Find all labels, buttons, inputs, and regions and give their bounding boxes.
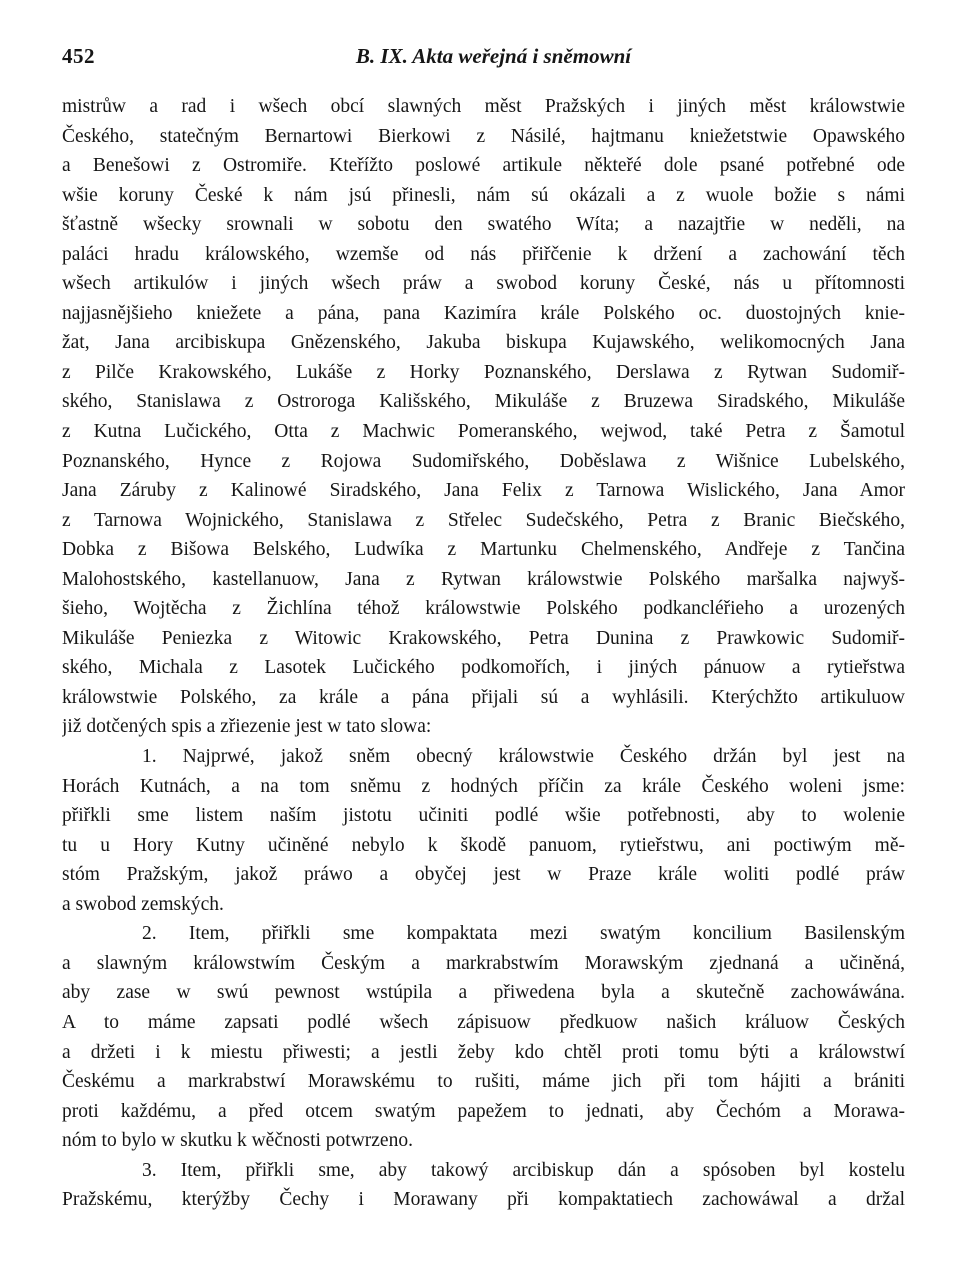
text-line: Poznanského, Hynce z Rojowa Sudomiřského, Doběslawa z Wišnice Lubelského, (62, 450, 905, 472)
text-line: Českého, statečným Bernartowi Bierkowi z Násilé, hajtmanu kniežetstwie Opawského (62, 125, 905, 147)
text-line: stóm Pražským, jakož práwo a obyčej jest w Praze krále woliti podlé práw (62, 864, 905, 886)
text-line: z Tarnowa Wojnického, Stanislawa z Střelec Sudečského, Petra z Branic Biečského, (62, 509, 905, 531)
text-line: a držeti i k miestu přiwesti; a jestli žeby kdo chtěl proti tomu býti a králowstwí (62, 1041, 905, 1063)
text-line: z Kutna Lučického, Otta z Machwic Pomeranského, wejwod, také Petra z Šamotul (62, 421, 905, 443)
text-line: žat, Jana arcibiskupa Gnězenského, Jakuba biskupa Kujawského, welikomocných Jana (62, 332, 905, 354)
text-line: z Pilče Krakowského, Lukáše z Horky Poznanského, Derslawa z Rytwan Sudomiř- (62, 361, 905, 383)
text-line: králowstwie Polského, za krále a pána přijali sú a wyhlásili. Kterýchžto artikuluow (62, 686, 905, 708)
text-line: Horách Kutnách, a na tom sněmu z hodných příčin za krále Českého woleni jsme: (62, 775, 905, 797)
text-line: Pražskému, kterýžby Čechy i Morawany při kompaktatiech zachowáwal a držal (62, 1189, 905, 1211)
text-line: wšech artikulów i jiných wšech práw a swobod koruny České, nás u přítomnosti (62, 273, 905, 295)
text-line: aby zase w swú pewnost wstúpila a přiwedena byla a skutečně zachowáwána. (62, 982, 905, 1004)
text-line: proti každému, a před otcem swatým papežem to jednati, aby Čechóm a Morawa- (62, 1100, 905, 1122)
running-head (62, 44, 905, 74)
text-line: Malohostského, kastellanuow, Jana z Rytwan králowstwie Polského maršalka najwyš- (62, 568, 905, 590)
text-line: 2. Item, přiřkli sme kompaktata mezi swatým koncilium Basilenským (142, 923, 905, 945)
text-line: ského, Michala z Lasotek Lučického podkomořích, i jiných pánuow a rytieřstwa (62, 657, 905, 679)
text-line: Českému a markrabstwí Morawskému to rušiti, máme jich při tom hájiti a brániti (62, 1071, 905, 1093)
page-number: 452 (62, 44, 95, 68)
text-line: již dotčených spis a zřiezenie jest w tato slowa: (62, 716, 432, 738)
text-line: a Benešowi z Ostromiře. Kteřížto poslowé artikule někteřé dole psané potřebné ode (62, 155, 905, 177)
text-line: Dobka z Bišowa Belského, Ludwíka z Martunku Chelmenského, Andřeje z Tančina (62, 539, 905, 561)
text-line: paláci hradu králowského, wzemše od nás přiřčenie k držení a zachowání těch (62, 243, 905, 265)
text-line: šieho, Wojtěcha z Žichlína téhož králowstwie Polského podkancléřieho a urozených (62, 598, 905, 620)
text-line: wšie koruny České k nám jsú přinesli, nám sú okázali a z wuole božie s námi (62, 184, 905, 206)
text-line: nóm to bylo w skutku k wěčnosti potwrzeno. (62, 1130, 413, 1152)
text-line: ského, Stanislawa z Ostroroga Kališského, Mikuláše z Bruzewa Siradského, Mikuláše (62, 391, 905, 413)
text-line: 1. Najprwé, jakož sněm obecný králowstwie Českého držán byl jest na (142, 746, 905, 768)
text-line: A to máme zapsati podlé wšech zápisuow předkuow našich králuow Českých (62, 1011, 905, 1033)
text-line: šťastně wšecky srownali w sobotu den swatého Wíta; a nazajtřie w neděli, na (62, 214, 905, 236)
text-line: najjasnějšieho kniežete a pána, pana Kazimíra krále Polského oc. duostojných knie- (62, 302, 905, 324)
text-line: tu u Hory Kutny učiněné nebylo k škodě panuom, rytieřstwu, ani poctiwým mě- (62, 834, 905, 856)
text-line: 3. Item, přiřkli sme, aby takowý arcibiskup dán a spósoben byl kostelu (142, 1159, 905, 1181)
body-text (62, 92, 905, 1215)
text-line: přiřkli sme listem naším jistotu učiniti podlé wšie potřebnosti, aby to wolenie (62, 805, 905, 827)
text-line: Jana Záruby z Kalinowé Siradského, Jana Felix z Tarnowa Wislického, Jana Amor (62, 480, 905, 502)
text-line: mistrůw a rad i wšech obcí slawných měst Pražských i jiných měst králowstwie (62, 96, 905, 117)
text-line: a slawným králowstwím Českým a markrabstwím Morawským zjednaná a učiněná, (62, 952, 905, 974)
running-title: B. IX. Akta weřejná i sněmowní (355, 44, 632, 68)
text-line: a swobod zemských. (62, 893, 224, 915)
text-line: Mikuláše Peniezka z Witowic Krakowského, Petra Dunina z Prawkowic Sudomiř- (62, 627, 905, 649)
